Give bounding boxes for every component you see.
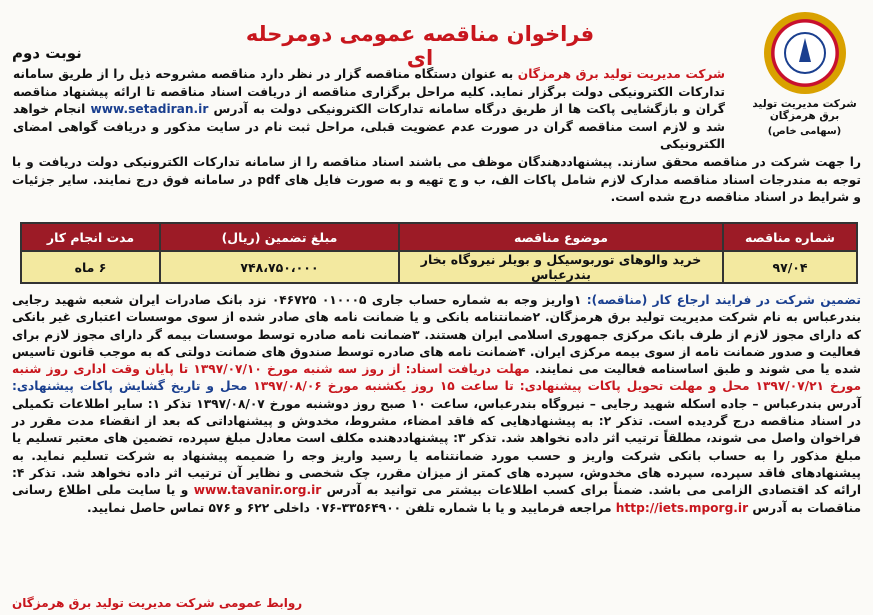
body-paragraph [12, 292, 861, 517]
intro-org: شرکت مدیریت تولید برق هرمزگان [517, 67, 725, 81]
submission-label: محل و مهلت تحویل پاکات پیشنهادی: [519, 379, 756, 394]
footer-public-relations: روابط عمومی شرکت مدیریت تولید برق هرمزگان [12, 596, 303, 610]
company-logo-block [742, 10, 867, 155]
setadiran-link[interactable]: www.setadiran.ir [90, 102, 209, 117]
submission-text: تا ساعت ۱۵ روز یکشنبه مورخ ۱۳۹۷/۰۸/۰۶ [253, 379, 520, 394]
table-row [21, 251, 857, 283]
logo-tower-shape [799, 38, 811, 62]
tender-table [20, 222, 858, 284]
intro-part1: به عنوان دستگاه مناقصه گزار در نظر دارد مناقصه مشروحه ذیل را از طریق سامانه تدارکات الکترونیکی دولت برگزار نماید. کلیه مراحل برگزاری مناقصه از دریافت اسناد مناقصه تا ارائه پیشنهاد مناقصه گران و بازگشایی پاکت ها از طریق درگاه سامانه تدارکات الکترونیکی دولت به آدرس [13, 67, 725, 117]
col-duration: مدت انجام کار [21, 223, 160, 251]
tavanir-link[interactable]: www.tavanir.org.ir [193, 483, 322, 498]
round-label: نوبت دوم [12, 44, 82, 62]
doc-deadline-label: مهلت دریافت اسناد: [405, 362, 535, 377]
guarantee-label: تضمین شرکت در فرایند ارجاع کار (مناقصه): [586, 293, 861, 307]
notes-end: مراجعه فرمایید و یا با شماره تلفن ۳۳۵۶۴۹۰۰-۰۷۶ داخلی ۶۲۲ و ۵۷۶ تماس حاصل نمایید. [87, 500, 616, 515]
doc-deadline-text: از روز سه شنبه مورخ ۱۳۹۷/۰۷/۱۰ تا پایان وقت اداری روز شنبه مورخ ۱۳۹۷/۰۷/۲۱ [12, 362, 861, 394]
cell-guarantee: ۷۴۸،۷۵۰،۰۰۰ [160, 251, 399, 283]
company-logo-icon [764, 12, 846, 94]
cell-duration: ۶ ماه [21, 251, 160, 283]
notes-text: تذکر ۱: سایر اطلاعات تکمیلی در اسناد مناقصه درج گردیده است. تذکر ۲: به پیشنهادهایی که فاقد امضاء، مشروط، مخدوش و پیشنهاداتی که بعد از انقضاء مدت مقرر در فراخوان واصل می شوند، مطلقاً ترتیب اثر داده نخواهد شد. تذکر ۳: پیشنهاددهنده مکلف است معادل مبلغ سپرده، تضمین های معتبر تسلیم یا مبلغ مذکور را به حساب بانکی شرکت واریز و حسب مورد ضمانتنامه یا رسید واریز وجه را ضمیمه پیشنهاد به شرکت تسلیم نماید. به پیشنهادهای فاقد سپرده، سپرده های مخدوش، سپرده های کمتر از میزان مقرر، چک شخصی و نظایر آن ترتیب اثر داده نخواهد شد. تذکر ۴: ارائه کد اقتصادی الزامی می باشد. ضمناً برای کسب اطلاعات بیشتر می توانید به آدرس [12, 396, 862, 498]
opening-label: محل و تاریخ گشایش پاکات پیشنهادی: [12, 379, 254, 394]
notice-title: فراخوان مناقصه عمومی دومرحله ای [245, 22, 595, 70]
col-subject: موضوع مناقصه [399, 223, 723, 251]
cell-subject: خرید والوهای توربوسیکل و بویلر نیروگاه بخار بندرعباس [399, 251, 723, 283]
company-type: (سهامی خاص) [767, 126, 842, 137]
opening-text: آدرس بندرعباس – جاده اسکله شهید رجایی – نیروگاه بندرعباس، ساعت ۱۰ صبح روز دوشنبه مورخ ۱۳۹۷/۰۸/۰۷ [196, 396, 861, 411]
notes-mid: و یا سایت ملی اطلاع رسانی مناقصات به آدرس [12, 483, 861, 515]
iets-link[interactable]: http://iets.mporg.ir [615, 500, 749, 515]
col-tender-number: شماره مناقصه [723, 223, 857, 251]
intro-paragraph-cont: را جهت شرکت در مناقصه محقق سازند. پیشنهاددهندگان موظف می باشند اسناد مناقصه را از سامانه تدارکات الکترونیکی دولت دریافت و با توجه به مندرجات اسناد مناقصه مدارک لازم شامل پاکات الف، ب و ج تهیه و به صورت فایل های pdf در سامانه فوق درج نمایند. سایر جزئیات و شرایط در اسناد مناقصه درج شده است. [12, 155, 861, 205]
intro-part2: انجام خواهد شد و لازم است مناقصه گران در صورت عدم عضویت قبلی، مراحل ثبت نام در سایت مذکور و دریافت گواهی امضای الکترونیکی [13, 102, 725, 152]
guarantee-text: ۱واریز وجه به شماره حساب جاری ۰۱۰۰۰۵ ۰۴۶۷۲۵ نزد بانک صادرات ایران شعبه شهید رجایی بندرعباس به نام شرکت مدیریت تولید برق هرمزگان. ۲ضمانتنامه بانکی و یا ضمانت نامه های صادر شده از سوی موسسات اعتباری غیر بانکی که دارای مجوز لازم از طرف بانک مرکزی جمهوری اسلامی ایران هستند. ۳ضمانت نامه صادره توسط موسسات بیمه گر دارای مجوز لازم برای فعالیت و صدور ضمانت نامه از سوی بیمه مرکزی ایران. ۴ضمانت نامه های صادره توسط صندوق های ضمانت دولتی که به موجب قانون تاسیس شده یا می شوند و طبق اساسنامه فعالیت می نمایند. [12, 293, 861, 377]
intro-paragraph [13, 66, 725, 154]
col-guarantee: مبلغ تضمین (ریال) [160, 223, 399, 251]
tender-table-header [21, 223, 857, 251]
company-name: شرکت مدیریت تولید برق هرمزگان [752, 98, 857, 122]
cell-tender-number: ۹۷/۰۴ [723, 251, 857, 283]
